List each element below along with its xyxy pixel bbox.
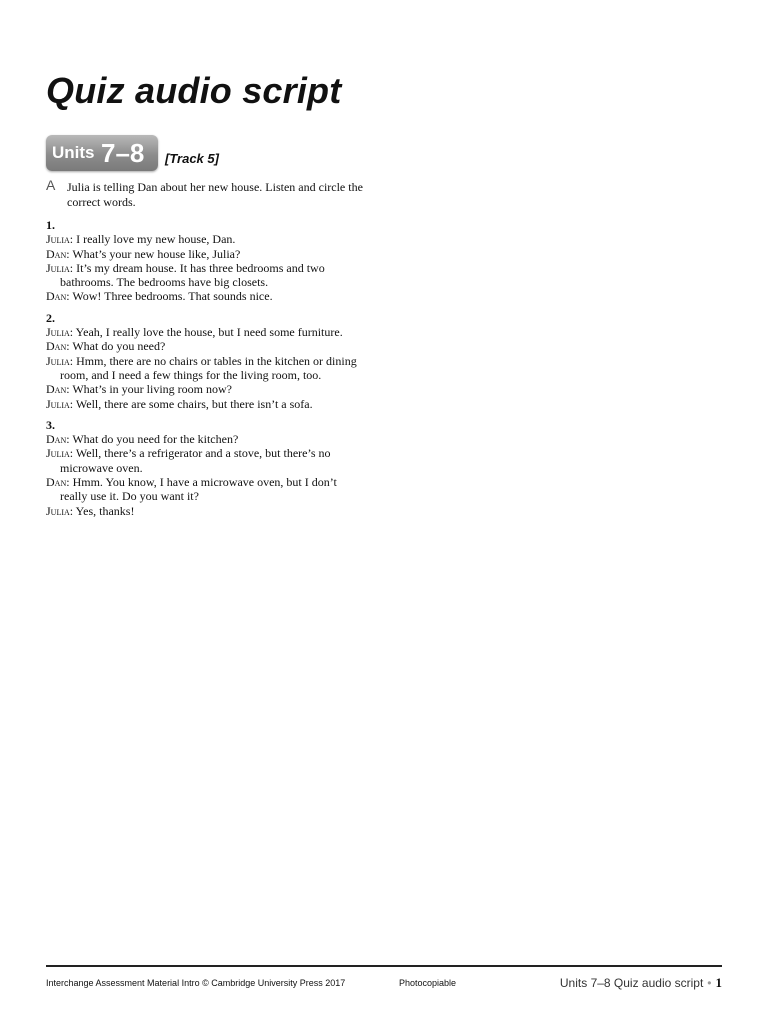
units-label: Units [52,143,95,162]
speaker-name: Julia [46,353,70,368]
section-number: 3. [46,417,55,432]
speaker-name: Julia [46,325,70,340]
script-section-3 [46,418,366,518]
dialogue-text: : What’s your new house like, Julia? [66,246,241,261]
dialogue-line [46,432,366,446]
dialogue-line [46,354,366,383]
dialogue-text: : Hmm. You know, I have a microwave oven, but I don’t really use it. Do you want it? [60,475,337,504]
audio-script [46,218,366,525]
speaker-name: Dan [46,246,67,261]
dialogue-line [46,504,366,518]
dialogue-line [46,247,366,261]
speaker-name: Dan [46,382,67,397]
dialogue-text: : Yes, thanks! [69,503,135,518]
bullet-icon: • [707,976,712,990]
footer-page-label [560,975,722,991]
dialogue-line [46,261,366,290]
script-section-2 [46,311,366,411]
dialogue-text: : I really love my new house, Dan. [69,232,236,247]
dialogue-text: : What do you need? [66,339,166,354]
dialogue-line [46,475,366,504]
dialogue-text: : Wow! Three bedrooms. That sounds nice. [66,289,273,304]
dialogue-line [46,325,366,339]
footer-photocopiable: Photocopiable [399,978,457,988]
dialogue-text: : Well, there are some chairs, but there isn’t a sofa. [69,396,313,411]
units-badge [46,135,158,171]
dialogue-text: : It’s my dream house. It has three bedrooms and two bathrooms. The bedrooms have big closets. [60,260,325,290]
script-section-1 [46,218,366,304]
exercise-a [46,177,366,210]
dialogue-line [46,289,366,303]
dialogue-text: : What do you need for the kitchen? [66,432,239,447]
dialogue-line [46,446,366,475]
speaker-name: Dan [46,432,67,447]
dialogue-text: : Hmm, there are no chairs or tables in the kitchen or dining room, and I need a few things for the living room, too. [60,353,357,382]
page-title: Quiz audio script [46,70,342,111]
dialogue-text: : Yeah, I really love the house, but I need some furniture. [69,325,343,340]
dialogue-line [46,397,366,411]
footer-section-label: Units 7–8 Quiz audio script [559,976,704,990]
speaker-name: Julia [46,503,70,518]
speaker-name: Dan [46,475,67,490]
dialogue-line [46,382,366,396]
units-number: 7–8 [101,138,145,168]
page-number: 1 [715,975,722,990]
speaker-name: Julia [46,232,70,247]
speaker-name: Julia [46,260,70,275]
dialogue-text: : Well, there’s a refrigerator and a stove, but there’s no microwave oven. [60,446,331,475]
dialogue-text: : What’s in your living room now? [66,382,232,397]
exercise-instructions: Julia is telling Dan about her new house. Listen and circle the correct words. [67,180,363,209]
speaker-name: Julia [46,446,70,461]
track-label: [Track 5] [165,151,219,166]
speaker-name: Dan [46,289,67,304]
speaker-name: Dan [46,339,67,354]
section-number: 1. [46,218,55,232]
speaker-name: Julia [46,396,70,411]
section-number: 2. [46,310,55,325]
dialogue-line [46,339,366,353]
dialogue-line [46,232,366,246]
footer-divider [46,965,722,967]
exercise-letter: A [46,177,56,193]
footer-copyright: Interchange Assessment Material Intro © Cambridge University Press 2017 [46,978,346,988]
